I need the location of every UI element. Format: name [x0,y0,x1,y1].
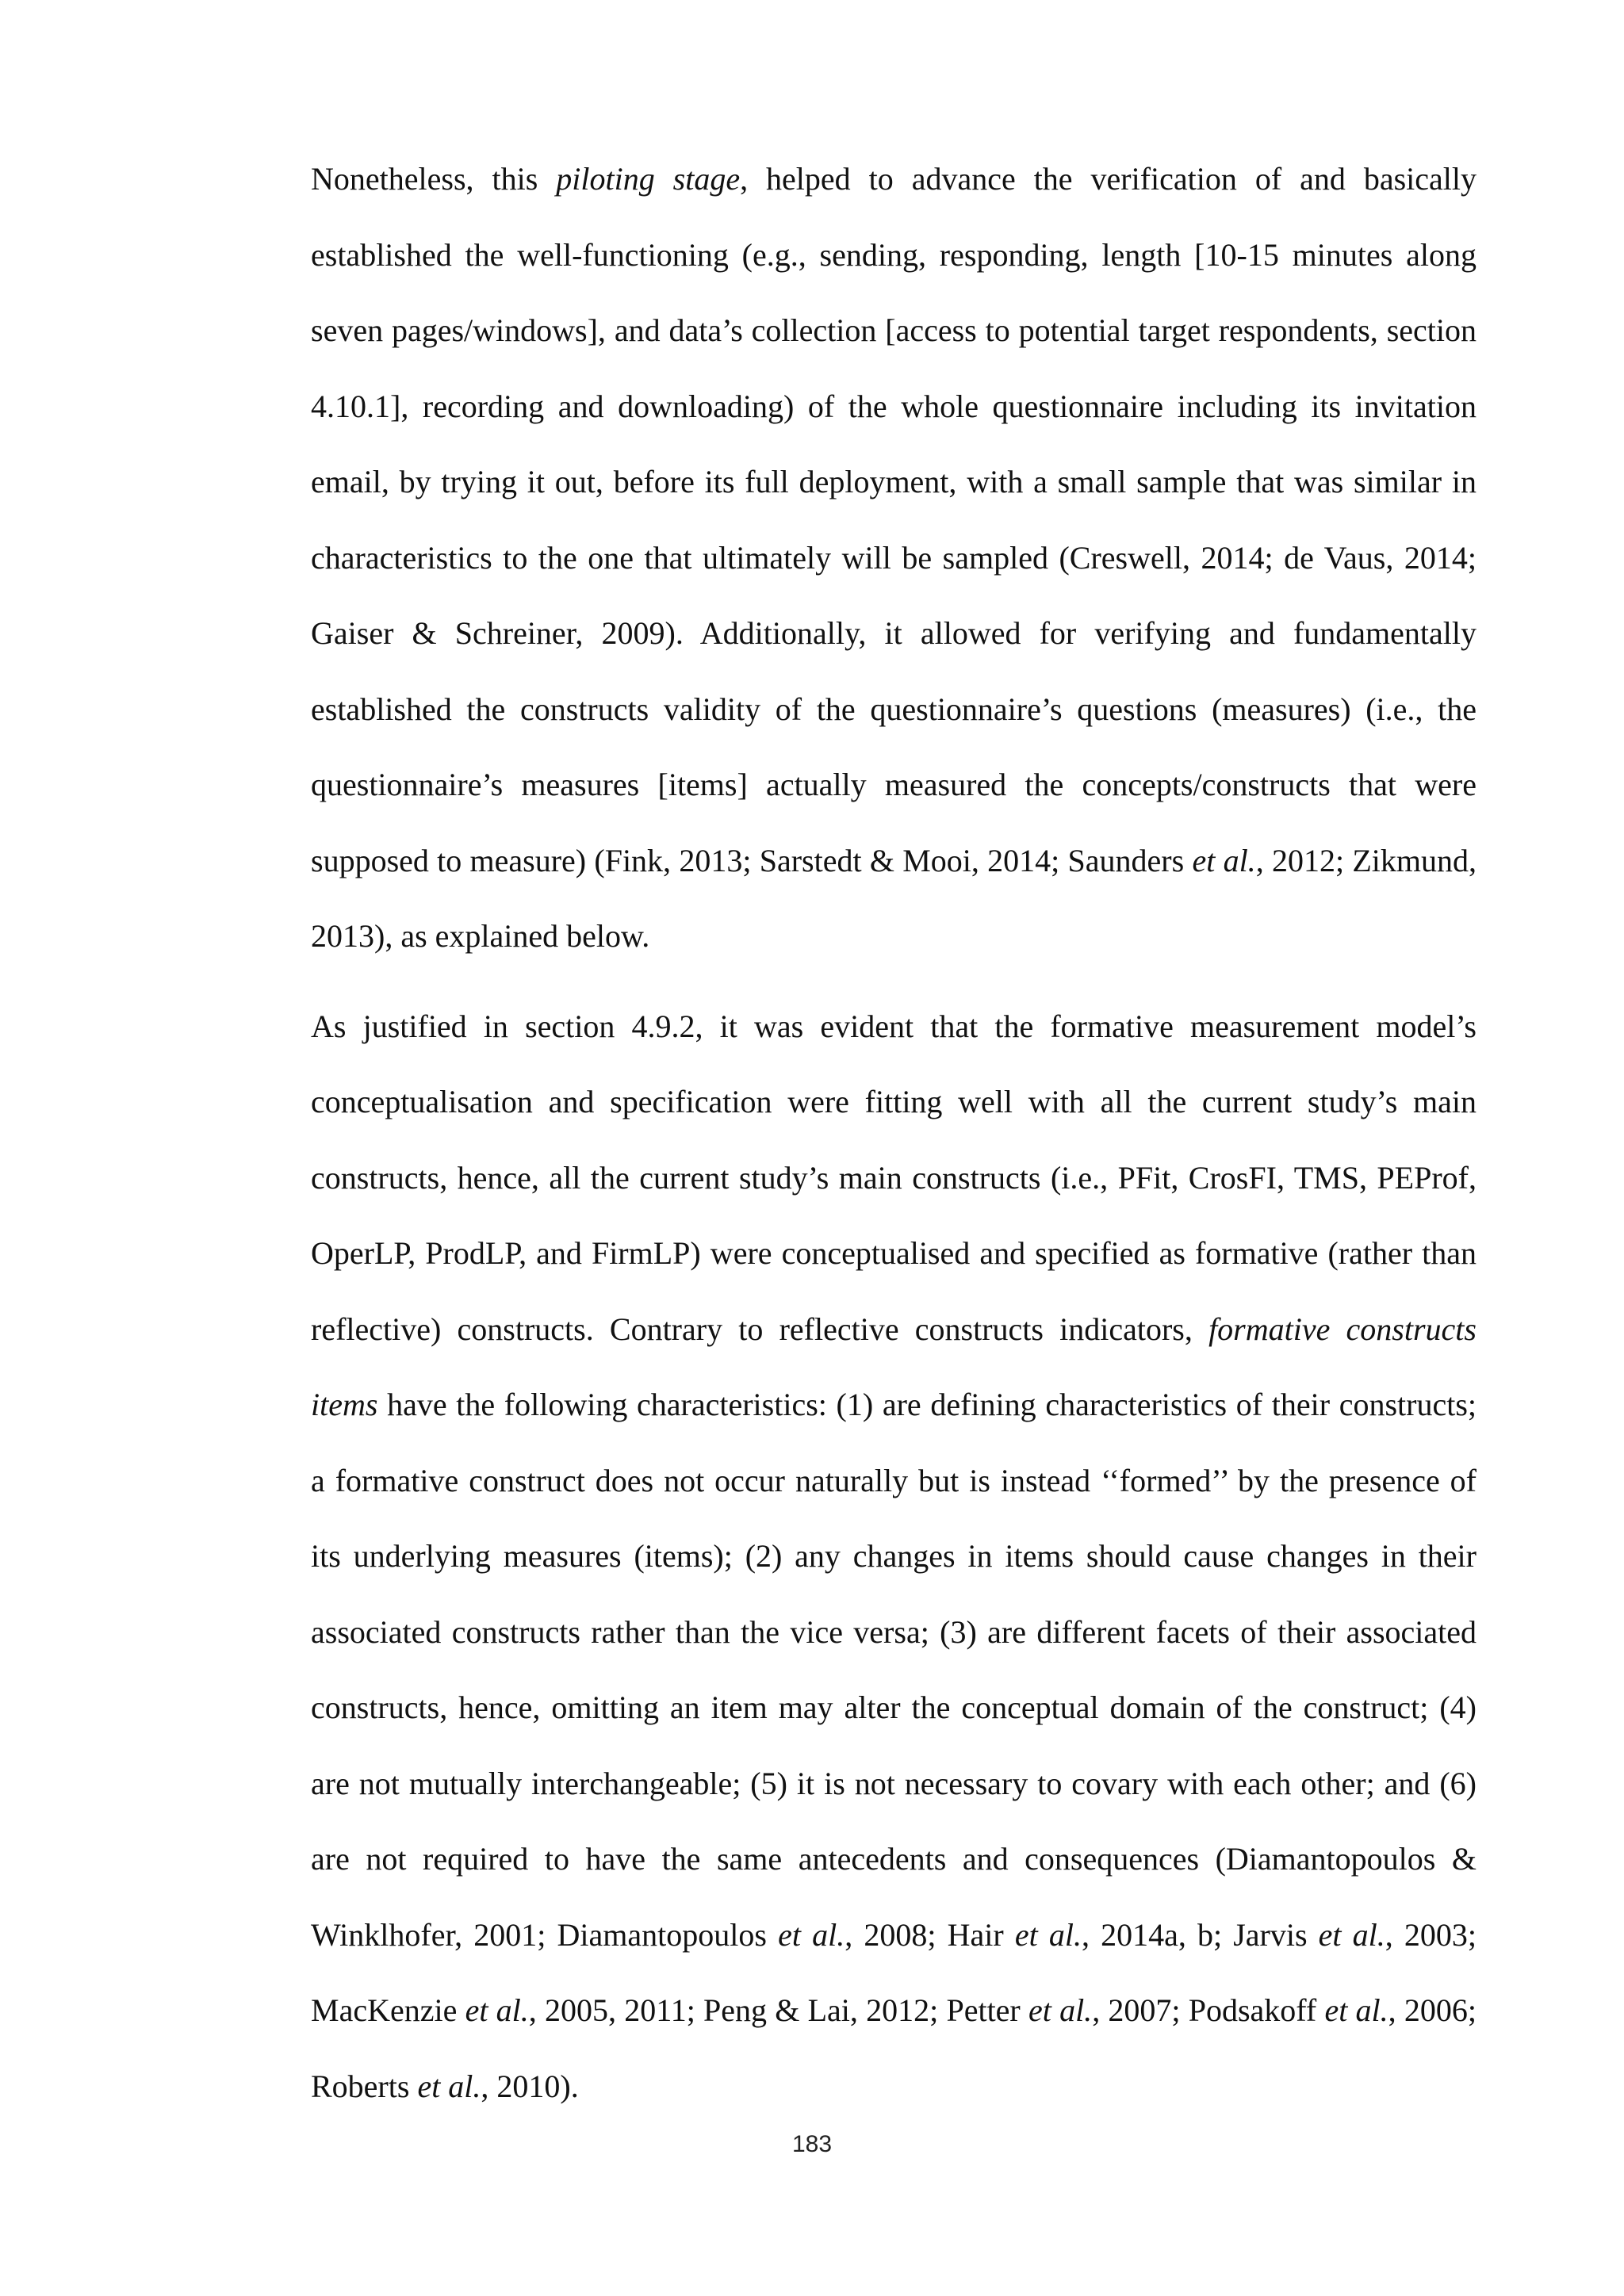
italic-text-run: et al. [1324,1992,1388,2028]
italic-text-run: et al. [1014,1916,1082,1953]
italic-text-run: et al. [778,1916,845,1953]
text-run: , 2012; Zikmund, 2013), as explained below. [311,842,1477,954]
italic-text-run: et al. [417,2068,481,2104]
text-run: Nonetheless, this [311,161,557,197]
text-run: have the following characteristics: (1) are defining characteristics of their constructs; a formative construct does not occur naturally but is instead ‘‘formed’’ by the presence of its underlying measures (items); (2) any changes in items should cause changes in their associated constructs rather than the vice versa; (3) are different facets of their associated constructs, hence, omitting an item may alter the conceptual domain of the construct; (4) are not mutually interchangeable; (5) it is not necessary to covary with each other; and (6) are not required to have the same antecedents and consequences (Diamantopoulos & Winklhofer, 2001; Diamantopoulos [311,1387,1477,1953]
italic-text-run: formative constructs items [311,1311,1477,1422]
text-run: As justified in section 4.9.2, it was evident that the formative measurement model’s conceptualisation and specification were fitting well with all the current study’s main constructs, hence, all the current study’s main constructs (i.e., PFit, CrosFI, TMS, PEProf, OperLP, ProdLP, and FirmLP) were conceptualised and specified as formative (rather than reflective) constructs. Contrary to reflective constructs indicators, [311,1008,1477,1347]
text-run: , 2006; Roberts [311,1992,1477,2104]
paragraph-piloting-stage [311,141,1477,974]
text-run: , helped to advance the verification of and basically established the well-functioning (e.g., sending, responding, length [10-15 minutes along seven pages/windows], and data’s collection [access to potential target respondents, section 4.10.1], recording and downloading) of the whole questionnaire including its invitation email, by trying it out, before its full deployment, with a small sample that was similar in characteristics to the one that ultimately will be sampled (Creswell, 2014; de Vaus, 2014; Gaiser & Schreiner, 2009). Additionally, it allowed for verifying and fundamentally established the constructs validity of the questionnaire’s questions (measures) (i.e., the questionnaire’s measures [items] actually measured the concepts/constructs that were supposed to measure) (Fink, 2013; Sarstedt & Mooi, 2014; Saunders [311,161,1477,878]
text-run: , 2010). [481,2068,579,2104]
text-run: , 2005, 2011; Peng & Lai, 2012; Petter [528,1992,1028,2028]
italic-text-run: et al. [465,1992,529,2028]
document-body [311,141,1477,2124]
italic-text-run: piloting stage [556,161,741,197]
italic-text-run: et al. [1028,1992,1093,2028]
italic-text-run: et al. [1192,842,1256,878]
text-run: , 2008; Hair [845,1916,1015,1953]
text-run: , 2007; Podsakoff [1092,1992,1325,2028]
page-number: 183 [791,2131,833,2157]
text-run: , 2014a, b; Jarvis [1081,1916,1319,1953]
paragraph-formative-constructs [311,989,1477,2125]
text-run: , 2003; MacKenzie [311,1916,1477,2028]
italic-text-run: et al. [1318,1916,1385,1953]
